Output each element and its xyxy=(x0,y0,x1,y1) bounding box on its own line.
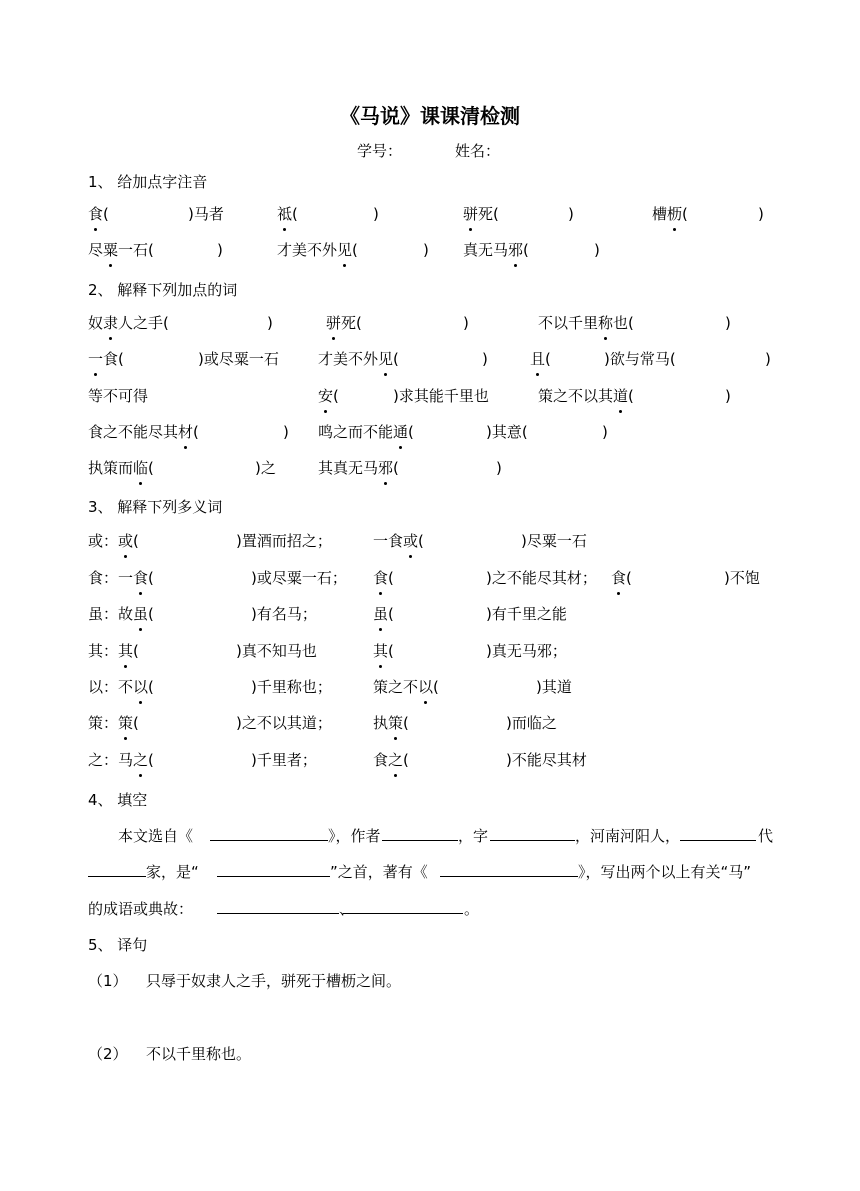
dotted-char: 虽 xyxy=(373,605,389,623)
polysemy-row xyxy=(0,749,860,771)
polysemy-item-tail: )千里称也； xyxy=(251,678,332,696)
fill-blank[interactable] xyxy=(217,898,339,920)
polysemy-item: 一食或( xyxy=(373,532,424,550)
translate-sentence: 只辱于奴隶人之手，骈死于槽枥之间。 xyxy=(146,972,402,990)
polysemy-row xyxy=(0,530,860,552)
dotted-char: 道 xyxy=(613,387,629,405)
explain-item-tail: ) xyxy=(725,314,731,332)
polysemy-item: 策：策( xyxy=(88,714,139,732)
polysemy-item: 其：其( xyxy=(88,642,139,660)
dotted-char: 食 xyxy=(611,569,627,587)
fill-text: ，河南河阳人， xyxy=(575,827,681,845)
dotted-char: 且 xyxy=(530,350,546,368)
explain-item: 鸣之而不能通( xyxy=(318,423,414,441)
polysemy-row xyxy=(0,603,860,625)
explain-item-tail: )或尽粟一石 xyxy=(198,350,279,368)
dotted-char: 食 xyxy=(133,569,149,587)
explain-item: 食之不能尽其材( xyxy=(88,423,199,441)
polysemy-item: 食：一食( xyxy=(88,569,154,587)
explain-row-3 xyxy=(0,385,860,407)
polysemy-item-tail: )有千里之能 xyxy=(486,605,567,623)
pinyin-item-tail: ) xyxy=(373,205,379,223)
fill-text: ”之首，著有《 xyxy=(330,863,428,881)
dotted-char: 一 xyxy=(88,350,104,368)
polysemy-item-tail: )不能尽其材 xyxy=(506,751,587,769)
explain-item-tail: ) xyxy=(283,423,289,441)
fill-text: 》，作者 xyxy=(328,827,381,845)
explain-item: 且( xyxy=(530,350,551,368)
translate-number: （1） xyxy=(88,972,128,990)
pinyin-item-tail: )马者 xyxy=(188,205,224,223)
section-4-heading: 4、 填空 xyxy=(88,791,148,809)
dotted-char: 隶 xyxy=(103,314,119,332)
dotted-char: 骈 xyxy=(326,314,342,332)
dotted-char: 以 xyxy=(133,678,149,696)
polysemy-item: 食之( xyxy=(373,751,409,769)
section-2-heading: 2、 解释下列加点的词 xyxy=(88,281,238,299)
polysemy-item-tail: )而临之 xyxy=(506,714,557,732)
polysemy-row xyxy=(0,567,860,589)
polysemy-item: 食( xyxy=(373,569,394,587)
pinyin-item: 骈死( xyxy=(463,205,499,223)
polysemy-item-tail: )或尽粟一石； xyxy=(251,569,347,587)
fill-text: 代 xyxy=(758,827,774,845)
explain-item-tail: ) xyxy=(463,314,469,332)
dotted-char: 安 xyxy=(318,387,334,405)
fill-text: 、 xyxy=(339,900,355,918)
dotted-char: 材 xyxy=(178,423,194,441)
dotted-char: 策 xyxy=(118,714,134,732)
student-info-row xyxy=(0,140,860,162)
fill-line-1 xyxy=(0,825,860,847)
explain-item-tail: )其意( xyxy=(486,423,528,441)
fill-blank[interactable] xyxy=(217,861,330,883)
section-1-heading: 1、 给加点字注音 xyxy=(88,173,208,191)
explain-row-2 xyxy=(0,348,860,370)
fill-text: 。 xyxy=(464,900,480,918)
fill-blank[interactable] xyxy=(440,861,578,883)
dotted-char: 虽 xyxy=(133,605,149,623)
dotted-char: 见 xyxy=(337,241,353,259)
polysemy-item: 执策( xyxy=(373,714,409,732)
fill-blank[interactable] xyxy=(382,825,458,847)
fill-text: 的成语或典故： xyxy=(88,900,194,918)
pinyin-item: 尽粟一石( xyxy=(88,241,154,259)
fill-line-3 xyxy=(0,898,860,920)
polysemy-item: 虽：故虽( xyxy=(88,605,154,623)
explain-item-tail: ) xyxy=(267,314,273,332)
dotted-char: 临 xyxy=(133,459,149,477)
fill-line-2 xyxy=(0,861,860,883)
dotted-char: 食 xyxy=(373,569,389,587)
polysemy-item-tail: )尽粟一石 xyxy=(521,532,587,550)
translate-sentence: 不以千里称也。 xyxy=(146,1045,252,1063)
pinyin-item: 真无马邪( xyxy=(463,241,529,259)
pinyin-item-tail: ) xyxy=(594,241,600,259)
explain-item: 等不可得 xyxy=(88,387,149,405)
polysemy-row xyxy=(0,640,860,662)
fill-text: ，字 xyxy=(458,827,489,845)
explain-item-tail: )欲与常马( xyxy=(604,350,676,368)
explain-item-tail: ) xyxy=(482,350,488,368)
translate-item xyxy=(0,1043,860,1065)
polysemy-item: 或：或( xyxy=(88,532,139,550)
dotted-char: 之 xyxy=(388,751,404,769)
fill-blank[interactable] xyxy=(680,825,756,847)
polysemy-row xyxy=(0,676,860,698)
translate-item xyxy=(0,970,860,992)
pinyin-row-2 xyxy=(0,239,860,261)
polysemy-item-tail: )其道 xyxy=(536,678,572,696)
explain-item: 策之不以其道( xyxy=(538,387,634,405)
polysemy-item-tail: )置酒而招之； xyxy=(236,532,332,550)
explain-item: 才美不外见( xyxy=(318,350,399,368)
polysemy-item: 食( xyxy=(611,569,632,587)
polysemy-item-tail: )之不以其道； xyxy=(236,714,332,732)
explain-item: 安( xyxy=(318,387,339,405)
pinyin-item-tail: ) xyxy=(758,205,764,223)
polysemy-item-tail: )千里者； xyxy=(251,751,317,769)
explain-item-tail: )求其能千里也 xyxy=(393,387,489,405)
explain-item: 其真无马邪( xyxy=(318,459,399,477)
dotted-char: 其 xyxy=(373,642,389,660)
explain-item: 奴隶人之手( xyxy=(88,314,169,332)
fill-text: 家，是“ xyxy=(146,863,199,881)
pinyin-item-tail: ) xyxy=(423,241,429,259)
explain-item-tail: ) xyxy=(602,423,608,441)
dotted-char: 邪 xyxy=(378,459,394,477)
polysemy-item-tail: )有名马； xyxy=(251,605,317,623)
dotted-char: 或 xyxy=(403,532,419,550)
fill-text: 本文选自《 xyxy=(118,827,194,845)
explain-item: 一食( xyxy=(88,350,124,368)
dotted-char: 之 xyxy=(133,751,149,769)
pinyin-item: 才美不外见( xyxy=(277,241,358,259)
polysemy-item: 虽( xyxy=(373,605,394,623)
explain-item-tail: )之 xyxy=(255,459,276,477)
polysemy-row xyxy=(0,712,860,734)
dotted-char: 粟 xyxy=(103,241,119,259)
polysemy-item-tail: )真不知马也 xyxy=(236,642,317,660)
dotted-char: 骈 xyxy=(463,205,479,223)
fill-text: 》，写出两个以上有关“马” xyxy=(578,863,752,881)
explain-item-tail: ) xyxy=(725,387,731,405)
pinyin-item: 槽枥( xyxy=(652,205,688,223)
dotted-char: 以 xyxy=(418,678,434,696)
translate-number: （2） xyxy=(88,1045,128,1063)
explain-row-4 xyxy=(0,421,860,443)
explain-item-tail: ) xyxy=(496,459,502,477)
dotted-char: 见 xyxy=(378,350,394,368)
explain-item: 骈死( xyxy=(326,314,362,332)
dotted-char: 食 xyxy=(88,205,104,223)
fill-blank[interactable] xyxy=(343,898,463,920)
pinyin-item-tail: ) xyxy=(568,205,574,223)
explain-row-5 xyxy=(0,457,860,479)
fill-blank[interactable] xyxy=(88,861,146,883)
pinyin-item: 祗( xyxy=(277,205,298,223)
dotted-char: 其 xyxy=(118,642,134,660)
student-name-label: 姓名： xyxy=(455,142,501,160)
polysemy-item-tail: )真无马邪； xyxy=(486,642,567,660)
fill-blank[interactable] xyxy=(490,825,575,847)
fill-blank[interactable] xyxy=(210,825,328,847)
explain-item: 不以千里称也( xyxy=(538,314,634,332)
dotted-char: 或 xyxy=(118,532,134,550)
dotted-char: 通 xyxy=(393,423,409,441)
pinyin-item-tail: ) xyxy=(217,241,223,259)
explain-item: 执策而临( xyxy=(88,459,154,477)
polysemy-item-tail: )之不能尽其材； xyxy=(486,569,597,587)
polysemy-item: 策之不以( xyxy=(373,678,439,696)
polysemy-item: 其( xyxy=(373,642,394,660)
student-id-label: 学号： xyxy=(357,142,403,160)
polysemy-item: 之：马之( xyxy=(88,751,154,769)
dotted-char: 策 xyxy=(388,714,404,732)
page-title: 《马说》课课清检测 xyxy=(340,104,520,128)
dotted-char: 枥 xyxy=(667,205,683,223)
pinyin-item: 食( xyxy=(88,205,109,223)
polysemy-item: 以：不以( xyxy=(88,678,154,696)
pinyin-row-1 xyxy=(0,203,860,225)
section-3-heading: 3、 解释下列多义词 xyxy=(88,498,223,516)
dotted-char: 邪 xyxy=(508,241,524,259)
section-5-heading: 5、 译句 xyxy=(88,936,148,954)
dotted-char: 祗 xyxy=(277,205,293,223)
dotted-char: 称 xyxy=(598,314,614,332)
explain-item-tail: ) xyxy=(765,350,771,368)
explain-row-1 xyxy=(0,312,860,334)
polysemy-item-tail: )不饱 xyxy=(724,569,760,587)
